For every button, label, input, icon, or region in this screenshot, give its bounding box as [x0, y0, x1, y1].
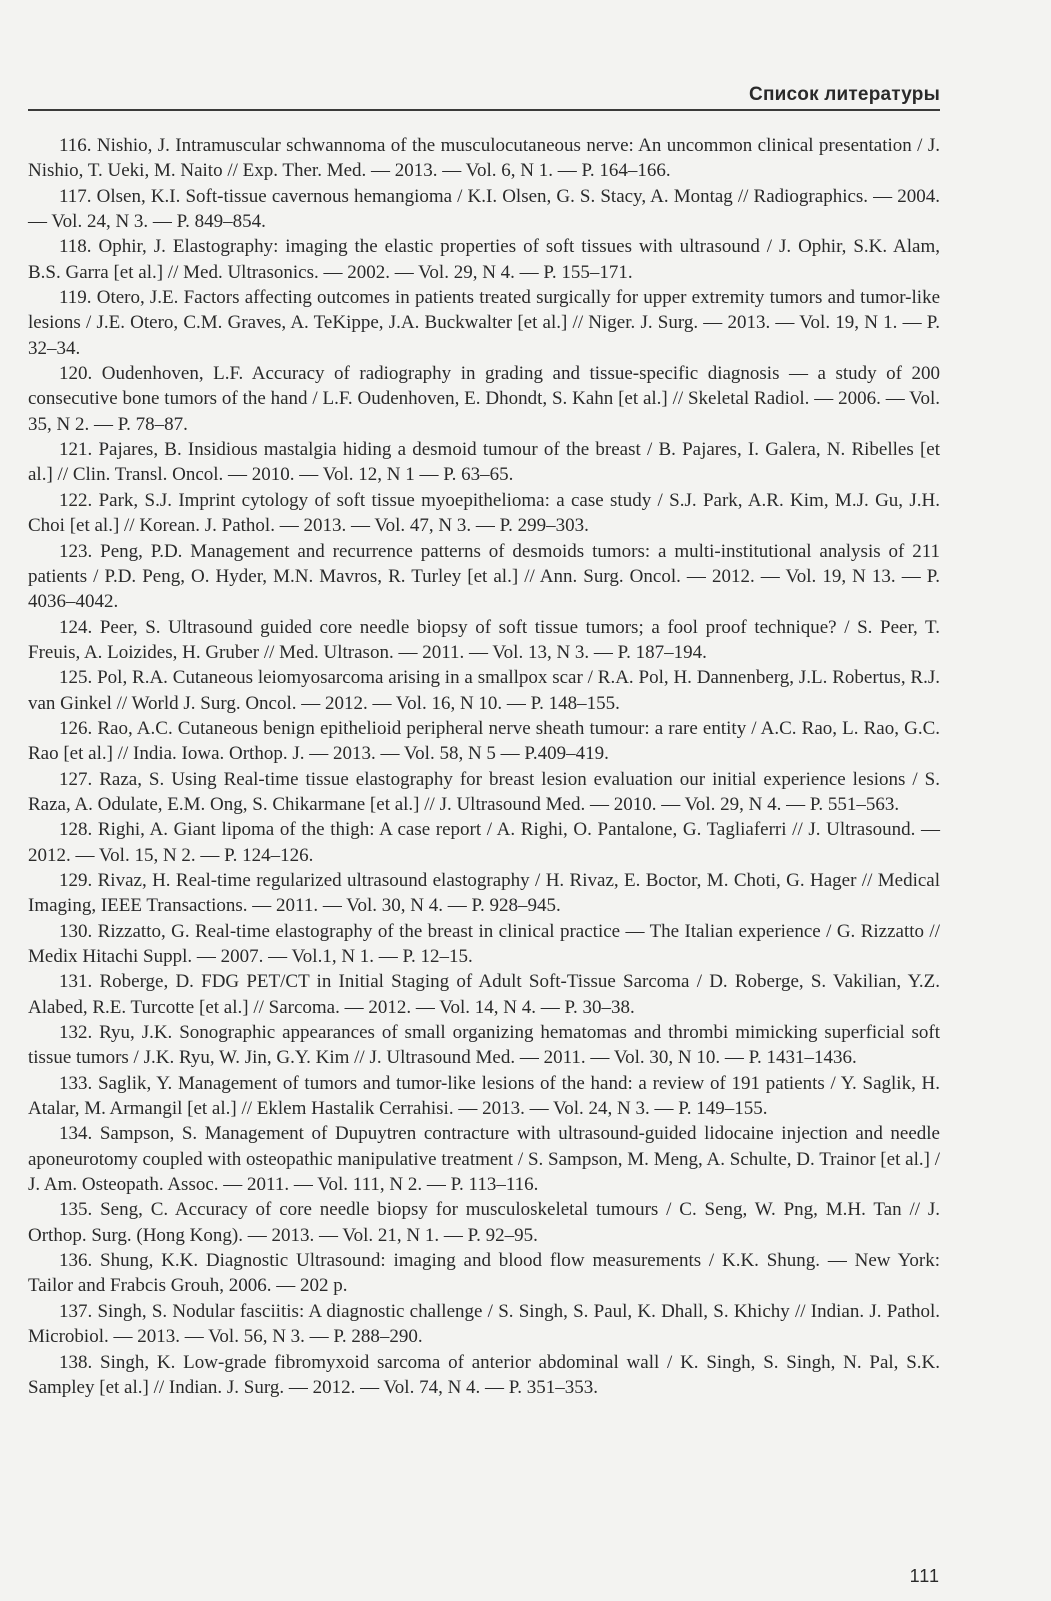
reference-entry: 123. Peng, P.D. Management and recurrence patterns of desmoids tumors: a multi-institutional analysis of 211 patients / P.D. Peng, O. Hyder, M.N. Mavros, R. Turley [et al.] // Ann. Surg. Oncol. — 2012. — Vol. 19, N 13. — P. 4036–4042. — [28, 540, 940, 613]
reference-list — [28, 133, 940, 1400]
reference-entry: 128. Righi, A. Giant lipoma of the thigh: A case report / A. Righi, O. Pantalone, G. Tagliaferri // J. Ultrasound. — 2012. — Vol. 15, N 2. — P. 124–126. — [28, 819, 940, 866]
reference-entry: 132. Ryu, J.K. Sonographic appearances of small organizing hematomas and thrombi mimicking superficial soft tissue tumors / J.K. Ryu, W. Jin, G.Y. Kim // J. Ultrasound Med. — 2011. — Vol. 30, N 10. — P. 1431–1436. — [28, 1022, 940, 1069]
header-rule — [28, 109, 940, 111]
reference-entry: 129. Rivaz, H. Real-time regularized ultrasound elastography / H. Rivaz, E. Boctor, M. Choti, G. Hager // Medical Imaging, IEEE Transactions. — 2011. — Vol. 30, N 4. — P. 928–945. — [28, 869, 940, 917]
reference-entry: 134. Sampson, S. Management of Dupuytren contracture with ultrasound-guided lidocaine injection and needle aponeurotomy coupled with osteopathic manipulative treatment / S. Sampson, M. Meng, A. Schulte, D. Trainor [et al.] / J. Am. Osteopath. Assoc. — 2011. — Vol. 111, N 2. — P. 113–116. — [28, 1123, 940, 1196]
reference-entry: 118. Ophir, J. Elastography: imaging the elastic properties of soft tissues with ultrasound / J. Ophir, S.K. Alam, B.S. Garra [et al.] // Med. Ultrasonics. — 2002. — Vol. 29, N 4. — P. 155–171. — [28, 236, 940, 283]
reference-entry: 135. Seng, C. Accuracy of core needle biopsy for musculoskeletal tumours / C. Seng, W. Png, M.H. Tan // J. Orthop. Surg. (Hong Kong). — 2013. — Vol. 21, N 1. — P. 92–95. — [28, 1199, 940, 1246]
reference-entry: 127. Raza, S. Using Real-time tissue elastography for breast lesion evaluation our initial experience lesions / S. Raza, A. Odulate, E.M. Ong, S. Chikarmane [et al.] // J. Ultrasound Med. — 2010. — Vol. 29, N 4. — P. 551–563. — [28, 768, 940, 815]
reference-entry: 120. Oudenhoven, L.F. Accuracy of radiography in grading and tissue-specific diagnosis — a study of 200 consecutive bone tumors of the hand / L.F. Oudenhoven, E. Dhondt, S. Kahn [et al.] // Skeletal Radiol. — 2006. — Vol. 35, N 2. — P. 78–87. — [28, 363, 940, 435]
page-number: 111 — [909, 1566, 940, 1586]
reference-entry: 125. Pol, R.A. Cutaneous leiomyosarcoma arising in a smallpox scar / R.A. Pol, H. Dannenberg, J.L. Robertus, R.J. van Ginkel // World J. Surg. Oncol. — 2012. — Vol. 16, N 10. — P. 148–155. — [28, 667, 940, 714]
reference-entry: 138. Singh, K. Low-grade fibromyxoid sarcoma of anterior abdominal wall / K. Singh, S. Singh, N. Pal, S.K. Sampley [et al.] // Indian. J. Surg. — 2012. — Vol. 74, N 4. — P. 351–353. — [28, 1351, 940, 1398]
reference-entry: 122. Park, S.J. Imprint cytology of soft tissue myoepithelioma: a case study / S.J. Park, A.R. Kim, M.J. Gu, J.H. Choi [et al.] // Korean. J. Pathol. — 2013. — Vol. 47, N 3. — P. 299–303. — [28, 489, 940, 537]
reference-entry: 124. Peer, S. Ultrasound guided core needle biopsy of soft tissue tumors; a fool proof technique? / S. Peer, T. Freuis, A. Loizides, H. Gruber // Med. Ultrason. — 2011. — Vol. 13, N 3. — P. 187–194. — [28, 616, 940, 663]
reference-entry: 137. Singh, S. Nodular fasciitis: A diagnostic challenge / S. Singh, S. Paul, K. Dhall, S. Khichy // Indian. J. Pathol. Microbiol. — 2013. — Vol. 56, N 3. — P. 288–290. — [28, 1300, 940, 1348]
reference-entry: 136. Shung, K.K. Diagnostic Ultrasound: imaging and blood flow measurements / K.K. Shung. — New York: Tailor and Frabcis Grouh, 2006. — 202 p. — [28, 1250, 940, 1297]
reference-entry: 116. Nishio, J. Intramuscular schwannoma of the musculocutaneous nerve: An uncommon clinical presentation / J. Nishio, T. Ueki, M. Naito // Exp. Ther. Med. — 2013. — Vol. 6, N 1. — P. 164–166. — [28, 135, 940, 182]
reference-entry: 119. Otero, J.E. Factors affecting outcomes in patients treated surgically for upper extremity tumors and tumor-like lesions / J.E. Otero, C.M. Graves, A. TeKippe, J.A. Buckwalter [et al.] // Niger. J. Surg. — 2013. — Vol. 19, N 1. — P. 32–34. — [28, 287, 940, 359]
reference-entry: 131. Roberge, D. FDG PET/CT in Initial Staging of Adult Soft-Tissue Sarcoma / D. Roberge, S. Vakilian, Y.Z. Alabed, R.E. Turcotte [et al.] // Sarcoma. — 2012. — Vol. 14, N 4. — P. 30–38. — [28, 971, 940, 1018]
reference-entry: 117. Olsen, K.I. Soft-tissue cavernous hemangioma / K.I. Olsen, G. S. Stacy, A. Montag // Radiographics. — 2004. — Vol. 24, N 3. — P. 849–854. — [28, 185, 940, 233]
running-head: Список литературы — [749, 84, 940, 105]
reference-entry: 133. Saglik, Y. Management of tumors and tumor-like lesions of the hand: a review of 191 patients / Y. Saglik, H. Atalar, M. Armangil [et al.] // Eklem Hastalik Cerrahisi. — 2013. — Vol. 24, N 3. — P. 149–155. — [28, 1072, 940, 1120]
reference-entry: 126. Rao, A.C. Cutaneous benign epithelioid peripheral nerve sheath tumour: a rare entity / A.C. Rao, L. Rao, G.C. Rao [et al.] // India. Iowa. Orthop. J. — 2013. — Vol. 58, N 5 — P.409–419. — [28, 717, 940, 765]
reference-entry: 130. Rizzatto, G. Real-time elastography of the breast in clinical practice — The Italian experience / G. Rizzatto // Medix Hitachi Suppl. — 2007. — Vol.1, N 1. — P. 12–15. — [28, 920, 940, 967]
reference-entry: 121. Pajares, B. Insidious mastalgia hiding a desmoid tumour of the breast / B. Pajares, I. Galera, N. Ribelles [et al.] // Clin. Transl. Oncol. — 2010. — Vol. 12, N 1 — P. 63–65. — [28, 439, 940, 486]
